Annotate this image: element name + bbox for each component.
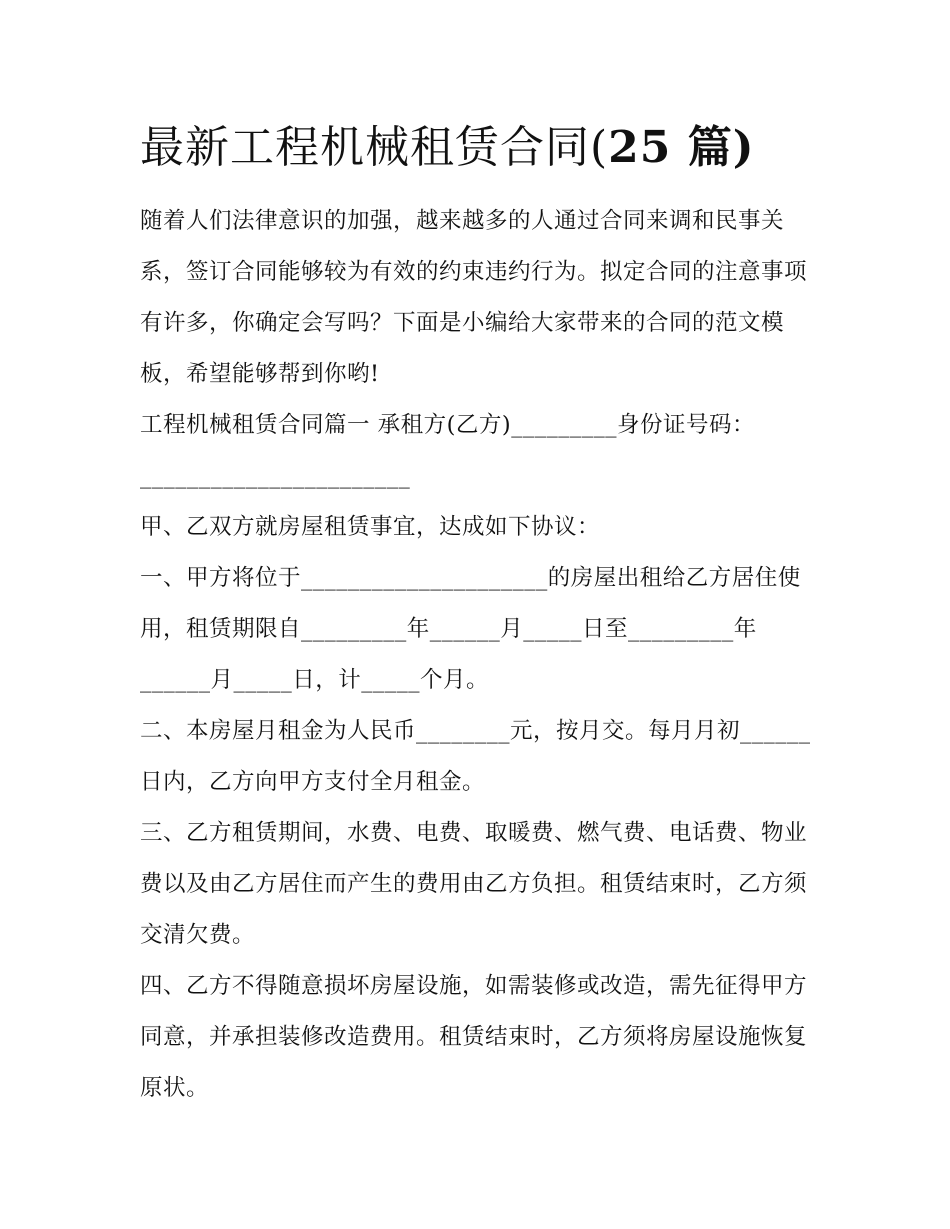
contract-heading-line: 工程机械租赁合同篇一 承租方(乙方)_________身份证号码：	[140, 412, 755, 438]
document-page	[140, 112, 820, 1114]
title-number: 25	[608, 122, 672, 173]
id-number-blank: _______________________	[140, 463, 411, 489]
document-title	[140, 112, 820, 184]
agreement-intro: 甲、乙双方就房屋租赁事宜，达成如下协议：	[140, 514, 601, 540]
title-tail: 篇)	[671, 122, 755, 173]
title-main: 最新工程机械租赁合同(	[140, 122, 609, 173]
clause-3: 三、乙方租赁期间，水费、电费、取暖费、燃气费、电话费、物业费以及由乙方居住而产生的费用由乙方负担。租赁结束时，乙方须交清欠费。	[140, 820, 808, 948]
clause-2: 二、本房屋月租金为人民币________元，按月交。每月月初______日内，乙方向甲方支付全月租金。	[140, 718, 811, 795]
clause-4: 四、乙方不得随意损坏房屋设施，如需装修或改造，需先征得甲方同意，并承担装修改造费用。租赁结束时，乙方须将房屋设施恢复原状。	[140, 973, 808, 1101]
clause-1: 一、甲方将位于_____________________的房屋出租给乙方居住使用，租赁期限自_________年______月_____日至_________年______月_____日，计_____个月。	[140, 565, 801, 693]
intro-paragraph: 随着人们法律意识的加强，越来越多的人通过合同来调和民事关系，签订合同能够较为有效的约束违约行为。拟定合同的注意事项有许多，你确定会写吗？下面是小编给大家带来的合同的范文模板，希望能够帮到你哟!	[140, 208, 808, 387]
